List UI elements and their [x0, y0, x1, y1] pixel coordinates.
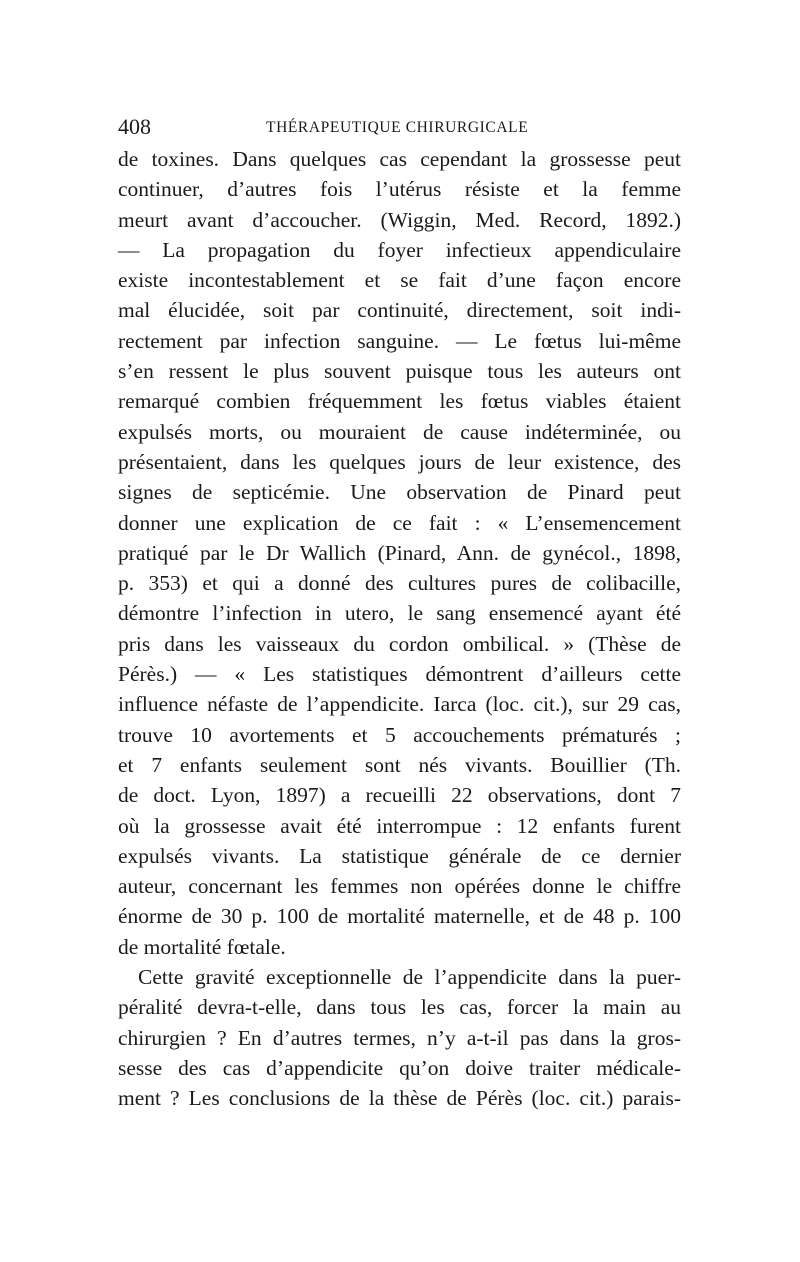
text-line: pris dans les vaisseaux du cordon ombilical. » (Thèse de [118, 631, 681, 656]
text-line: trouve 10 avortements et 5 accouchements prématurés ; [118, 722, 681, 747]
text-line: et 7 enfants seulement sont nés vivants. Bouillier (Th. [118, 752, 681, 777]
text-line: — La propagation du foyer infectieux appendiculaire [118, 237, 681, 262]
text-line: mal élucidée, soit par continuité, directement, soit indi- [118, 298, 681, 323]
text-line: p. 353) et qui a donné des cultures pures de colibacille, [118, 571, 681, 596]
text-line: de doct. Lyon, 1897) a recueilli 22 observations, dont 7 [118, 783, 681, 808]
text-line: énorme de 30 p. 100 de mortalité maternelle, et de 48 p. 100 [118, 904, 681, 929]
text-line: sesse des cas d’appendicite qu’on doive traiter médicale- [118, 1055, 681, 1080]
text-line: s’en ressent le plus souvent puisque tous les auteurs ont [118, 359, 681, 384]
text-line: de toxines. Dans quelques cas cependant la grossesse peut [118, 147, 681, 171]
text-line: expulsés vivants. La statistique générale de ce dernier [118, 843, 681, 868]
body-text [118, 144, 681, 1114]
paragraph-end-line: de mortalité fœtale. [118, 934, 286, 959]
text-line: où la grossesse avait été interrompue : 12 enfants furent [118, 813, 681, 838]
text-line: démontre l’infection in utero, le sang ensemencé ayant été [118, 601, 681, 626]
text-line: ment ? Les conclusions de la thèse de Pérès (loc. cit.) parais- [118, 1086, 681, 1111]
text-line: influence néfaste de l’appendicite. Iarca (loc. cit.), sur 29 cas, [118, 692, 681, 717]
page-number: 408 [118, 114, 151, 139]
running-head [118, 112, 681, 142]
text-line: signes de septicémie. Une observation de Pinard peut [118, 480, 681, 505]
text-line: Pérès.) — « Les statistiques démontrent d’ailleurs cette [118, 662, 681, 687]
text-line: pratiqué par le Dr Wallich (Pinard, Ann. de gynécol., 1898, [118, 540, 681, 565]
text-line: péralité devra-t-elle, dans tous les cas, forcer la main au [118, 995, 681, 1020]
text-line: chirurgien ? En d’autres termes, n’y a-t-il pas dans la gros- [118, 1025, 681, 1050]
running-title: THÉRAPEUTIQUE CHIRURGICALE [266, 119, 529, 136]
text-line: continuer, d’autres fois l’utérus résiste et la femme [118, 177, 681, 202]
text-line: donner une explication de ce fait : « L’ensemencement [118, 510, 681, 535]
text-line: remarqué combien fréquemment les fœtus viables étaient [118, 389, 681, 414]
text-line: expulsés morts, ou mouraient de cause indéterminée, ou [118, 419, 681, 444]
text-line: auteur, concernant les femmes non opérées donne le chiffre [118, 874, 681, 899]
text-line: existe incontestablement et se fait d’une façon encore [118, 268, 681, 293]
paragraph-first-line: Cette gravité exceptionnelle de l’appendicite dans la puer- [138, 965, 681, 990]
text-line: rectement par infection sanguine. — Le fœtus lui-même [118, 328, 681, 353]
text-line: présentaient, dans les quelques jours de leur existence, des [118, 449, 681, 474]
text-line: meurt avant d’accoucher. (Wiggin, Med. Record, 1892.) [118, 207, 681, 232]
